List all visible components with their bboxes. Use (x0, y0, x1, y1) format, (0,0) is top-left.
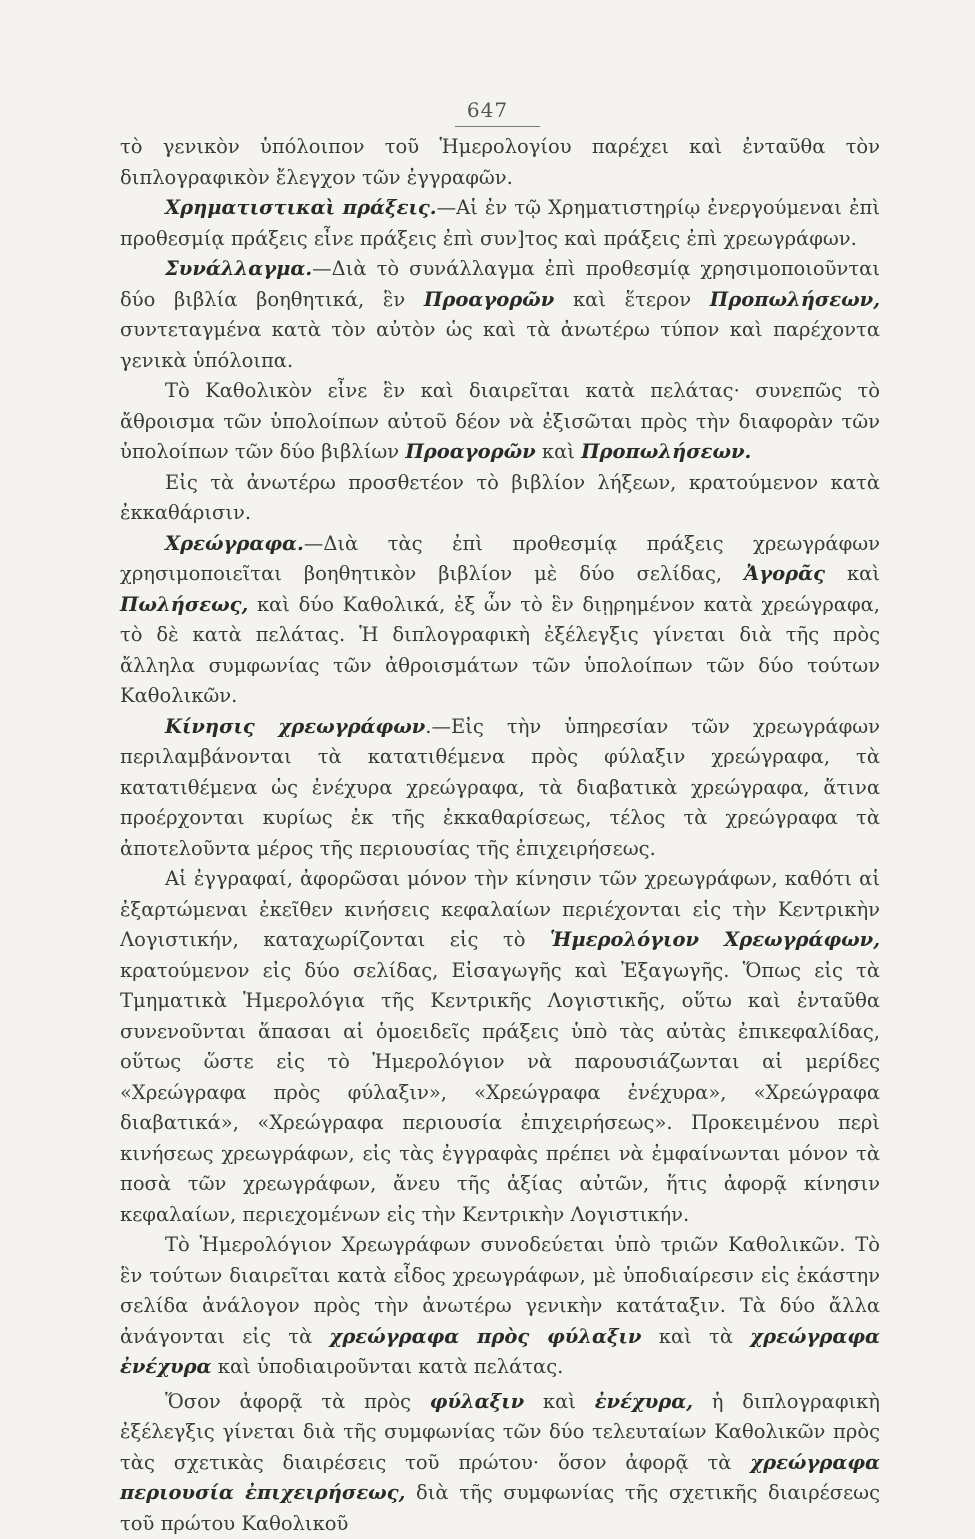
body-text (120, 132, 880, 1539)
emphasis: Προαγορῶν (405, 440, 535, 463)
emphasis: Ἡμερολόγιον Χρεωγράφων, (550, 928, 880, 951)
paragraph: τὸ γενικὸν ὑπόλοιπον τοῦ Ἡμερολογίου παρέχει καὶ ἐνταῦθα τὸν διπλογραφικὸν ἔλεγχον τῶν ἐγγραφῶν. (120, 132, 880, 193)
emphasis: Προαγορῶν (424, 288, 554, 311)
paragraph: Τὸ Καθολικὸν εἶνε ἓν καὶ διαιρεῖται κατὰ πελάτας· συνεπῶς τὸ ἄθροισμα τῶν ὑπολοίπων αὐτοῦ δέον νὰ ἐξισῶται πρὸς τὴν διαφορὰν τῶν ὑπολοίπων τῶν δύο βιβλίων Προαγορῶν καὶ Προπωλήσεων. (120, 376, 880, 468)
emphasis: χρεώγραφα ἐνέχυρα (120, 1325, 880, 1379)
paragraph: Ὅσον ἀφορᾷ τὰ πρὸς φύλαξιν καὶ ἐνέχυρα, ἡ διπλογραφικὴ ἐξέλεγξις γίνεται διὰ τῆς συμφωνίας τῶν δύο τελευταίων Καθολικῶν πρὸς τὰς σχετικὰς διαιρέσεις τοῦ πρώτου· ὅσον ἀφορᾷ τὰ χρεώγραφα περιουσία ἐπιχειρήσεως, διὰ τῆς συμφωνίας τῆς σχετικῆς διαιρέσεως τοῦ πρώτου Καθολικοῦ (120, 1387, 880, 1539)
section-heading: Χρηματιστικαὶ πράξεις. (165, 196, 437, 219)
emphasis: Πωλήσεως, (120, 593, 248, 616)
emphasis: φύλαξιν (430, 1390, 524, 1413)
emphasis: Προπωλήσεων, (710, 288, 880, 311)
paragraph: Εἰς τὰ ἀνωτέρω προσθετέον τὸ βιβλίον λήξεων, κρατούμενον κατὰ ἐκκαθάρισιν. (120, 468, 880, 529)
page-number: 647 (0, 98, 975, 122)
paragraph: Τὸ Ἡμερολόγιον Χρεωγράφων συνοδεύεται ὑπὸ τριῶν Καθολικῶν. Τὸ ἓν τούτων διαιρεῖται κατὰ εἶδος χρεωγράφων, μὲ ὑποδιαίρεσιν εἰς ἑκάστην σελίδα ἀνάλογον πρὸς τὴν ἀνωτέρω γενικὴν κατάταξιν. Τὰ δύο ἄλλα ἀνάγονται εἰς τὰ χρεώγραφα πρὸς φύλαξιν καὶ τὰ χρεώγραφα ἐνέχυρα καὶ ὑποδιαιροῦνται κατὰ πελάτας. (120, 1230, 880, 1383)
emphasis: χρεώγραφα περιουσία ἐπιχειρήσεως, (120, 1451, 880, 1505)
section-heading: Συνάλλαγμα. (165, 257, 312, 280)
paragraph: Συνάλλαγμα.—Διὰ τὸ συνάλλαγμα ἐπὶ προθεσμίᾳ χρησιμοποιοῦνται δύο βιβλία βοηθητικά, ἓν Προαγορῶν καὶ ἕτερον Προπωλήσεων, συντεταγμένα κατὰ τὸν αὐτὸν ὡς καὶ τὰ ἀνωτέρω τύπον καὶ παρέχοντα γενικὰ ὑπόλοιπα. (120, 254, 880, 376)
paragraph: Αἱ ἐγγραφαί, ἀφορῶσαι μόνον τὴν κίνησιν τῶν χρεωγράφων, καθότι αἱ ἐξαρτώμεναι ἐκεῖθεν κινήσεις κεφαλαίων περιέχονται εἰς τὴν Κεντρικὴν Λογιστικήν, καταχωρίζονται εἰς τὸ Ἡμερολόγιον Χρεωγράφων, κρατούμενον εἰς δύο σελίδας, Εἰσαγωγῆς καὶ Ἐξαγωγῆς. Ὅπως εἰς τὰ Τμηματικὰ Ἡμερολόγια τῆς Κεντρικῆς Λογιστικῆς, οὕτω καὶ ἐνταῦθα συνενοῦνται ἅπασαι αἱ ὁμοειδεῖς πράξεις ὑπὸ τὰς αὐτὰς ἐπικεφαλίδας, οὕτως ὥστε εἰς τὸ Ἡμερολόγιον νὰ παρουσιάζωνται αἱ μερίδες «Χρεώγραφα πρὸς φύλαξιν», «Χρεώγραφα ἐνέχυρα», «Χρεώγραφα διαβατικά», «Χρεώγραφα περιουσία ἐπιχειρήσεως». Προκειμένου περὶ κινήσεως χρεωγράφων, εἰς τὰς ἐγγραφὰς πρέπει νὰ ἐμφαίνωνται μόνον τὰ ποσὰ τῶν χρεωγράφων, ἄνευ τῆς ἀξίας αὐτῶν, ἥτις ἀφορᾷ κίνησιν κεφαλαίων, περιεχομένων εἰς τὴν Κεντρικὴν Λογιστικήν. (120, 864, 880, 1230)
section-heading: Χρεώγραφα. (165, 532, 304, 555)
section-heading: Κίνησις χρεωγράφων (165, 715, 425, 738)
paragraph: Χρεώγραφα.—Διὰ τὰς ἐπὶ προθεσμίᾳ πράξεις χρεωγράφων χρησιμοποιεῖται βοηθητικὸν βιβλίον μὲ δύο σελίδας, Ἀγορᾶς καὶ Πωλήσεως, καὶ δύο Καθολικά, ἐξ ὧν τὸ ἓν διῃρημένον κατὰ χρεώγραφα, τὸ δὲ κατὰ πελάτας. Ἡ διπλογραφικὴ ἐξέλεγξις γίνεται διὰ τῆς πρὸς ἄλληλα συμφωνίας τῶν ἀθροισμάτων τῶν ὑπολοίπων τῶν δύο τούτων Καθολικῶν. (120, 529, 880, 712)
emphasis: Ἀγορᾶς (744, 562, 825, 585)
paragraph: Χρηματιστικαὶ πράξεις.—Αἱ ἐν τῷ Χρηματιστηρίῳ ἐνεργούμεναι ἐπὶ προθεσμίᾳ πράξεις εἶνε πράξεις ἐπὶ συν]τος καὶ πράξεις ἐπὶ χρεωγράφων. (120, 193, 880, 254)
paragraph: Κίνησις χρεωγράφων.—Εἰς τὴν ὑπηρεσίαν τῶν χρεωγράφων περιλαμβάνονται τὰ κατατιθέμενα πρὸς φύλαξιν χρεώγραφα, τὰ κατατιθέμενα ὡς ἐνέχυρα χρεώγραφα, τὰ διαβατικὰ χρεώγραφα, ἅτινα προέρχονται κυρίως ἐκ τῆς ἐκκαθαρίσεως, τέλος τὰ χρεώγραφα τὰ ἀποτελοῦντα μέρος τῆς περιουσίας τῆς ἐπιχειρήσεως. (120, 712, 880, 865)
emphasis: χρεώγραφα πρὸς φύλαξιν (330, 1325, 642, 1348)
emphasis: Προπωλήσεων. (581, 440, 751, 463)
page-number-rule (455, 126, 540, 127)
emphasis: ἐνέχυρα, (595, 1390, 693, 1413)
